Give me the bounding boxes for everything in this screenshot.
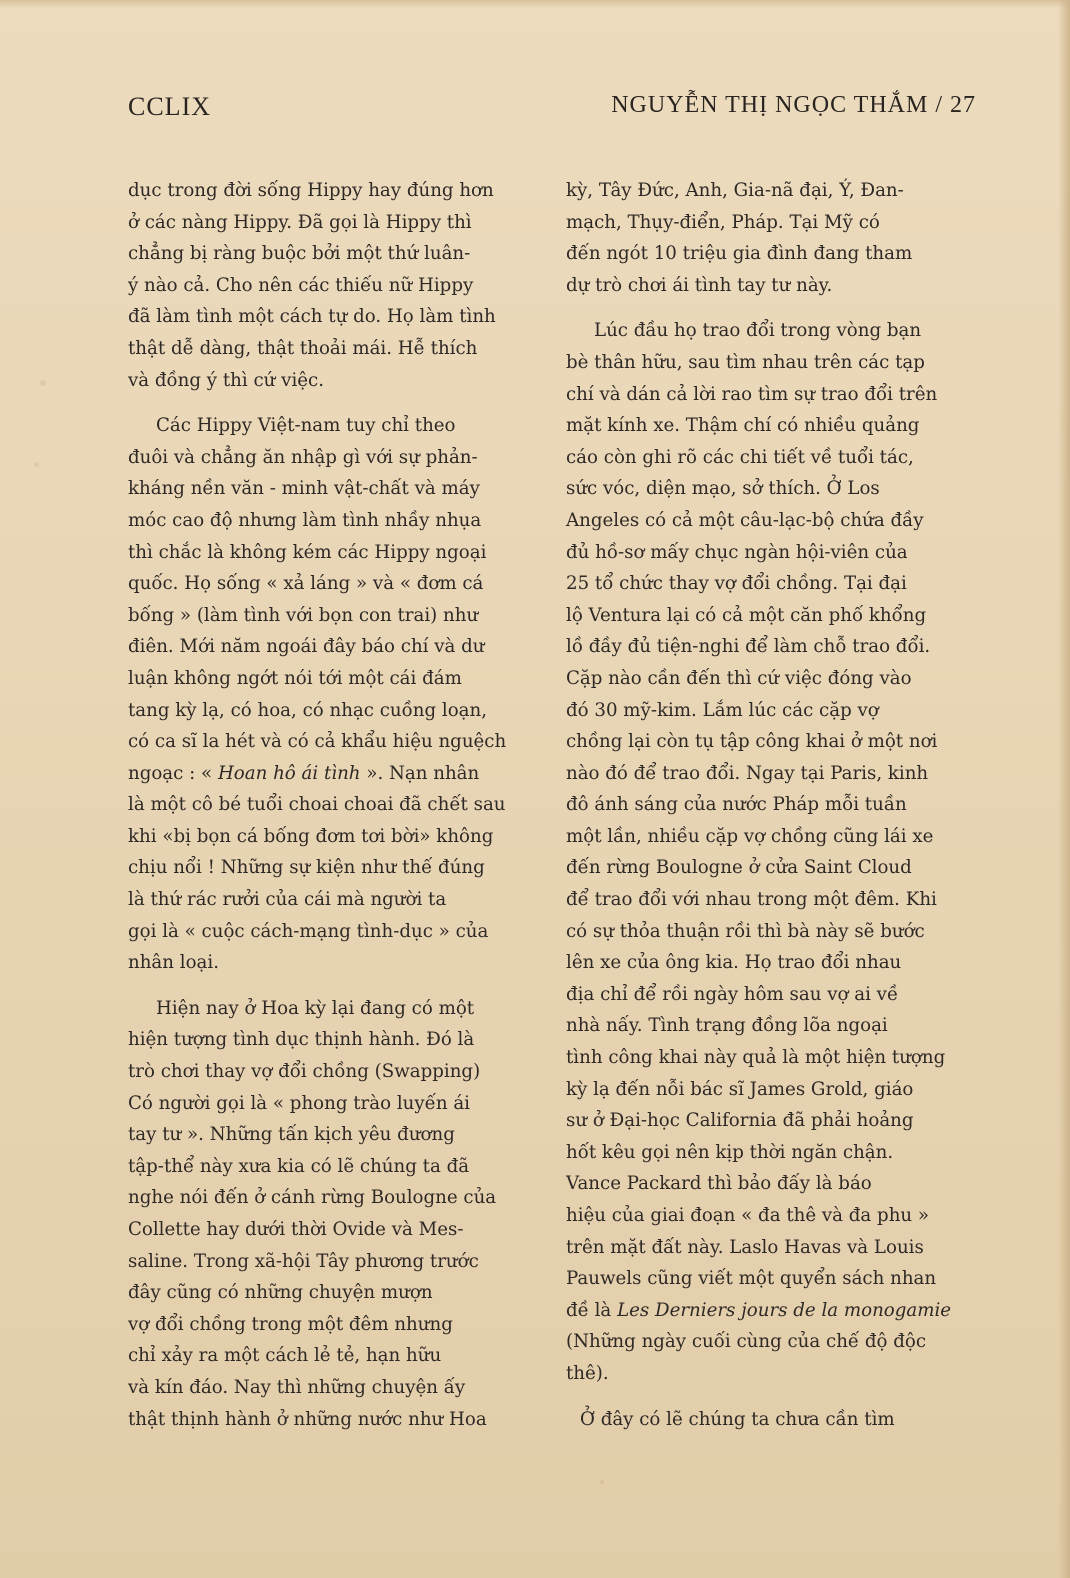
text-line: 25 tổ chức thay vợ đổi chồng. Tại đại (566, 573, 907, 595)
paragraph (566, 315, 966, 1389)
text-line: lồ đầy đủ tiện-nghi để làm chỗ trao đổi. (566, 636, 931, 658)
text-line: sư ở Đại-học California đã phải hoảng (566, 1110, 914, 1132)
right-column (566, 175, 966, 1435)
text-line: kỳ lạ đến nỗi bác sĩ James Grold, giáo (566, 1078, 914, 1100)
text-line: Vance Packard thì bảo đấy là báo (566, 1173, 872, 1195)
text-line: chỉ xảy ra một cách lẻ tẻ, hạn hữu (128, 1345, 442, 1367)
text-line: là thứ rác rưởi của cái mà người ta (128, 889, 447, 911)
text-line: chịu nổi ! Những sự kiện như thế đúng (128, 857, 485, 879)
text-line: gọi là « cuộc cách-mạng tình-dục » của (128, 920, 489, 942)
text-line: kỳ, Tây Đức, Anh, Gia-nã đại, Ý, Đan- (566, 180, 904, 201)
text-line: hiệu của giai đoạn « đa thê và đa phu » (566, 1205, 930, 1226)
text-line: một lần, nhiều cặp vợ chồng cũng lái xe (566, 825, 934, 847)
italic-title: Les Derniers jours de la monogamie (617, 1299, 952, 1321)
page-top-edge (0, 0, 1070, 8)
text-line: Có người gọi là « phong trào luyến ái (128, 1092, 470, 1114)
text-line: ngoạc : « Hoan hô ái tình ». Nạn nhân (128, 762, 480, 784)
text-line: để trao đổi với nhau trong một đêm. Khi (566, 889, 937, 911)
text-line: hốt kêu gọi nên kịp thời ngăn chận. (566, 1141, 894, 1163)
text-line: bống » (làm tình với bọn con trai) như (128, 604, 479, 626)
text-line: dự trò chơi ái tình tay tư này. (566, 274, 833, 296)
text-line: bè thân hữu, sau tìm nhau trên các tạp (566, 351, 925, 373)
text-line: chẳng bị ràng buộc bởi một thứ luân- (128, 243, 471, 265)
text-line: chí và dán cả lời rao tìm sự trao đổi trên (566, 383, 938, 405)
text-line: (Những ngày cuối cùng của chế độ độc (566, 1331, 927, 1353)
text-line: nào đó để trao đổi. Ngay tại Paris, kinh (566, 762, 929, 784)
text-line: saline. Trong xã-hội Tây phương trước (128, 1250, 479, 1272)
text-line: ý nào cả. Cho nên các thiếu nữ Hippy (128, 274, 474, 296)
text-line: có ca sĩ la hét và có cả khẩu hiệu nguệch (128, 731, 507, 753)
text-line: thật thịnh hành ở những nước như Hoa (128, 1408, 487, 1430)
text-line: thê). (566, 1362, 609, 1384)
text-line: đề là Les Derniers jours de la monogamie (566, 1299, 952, 1321)
paper-speck (600, 1480, 604, 1484)
text-line: đến rừng Boulogne ở cửa Saint Cloud (566, 857, 912, 879)
text-line: nghe nói đến ở cánh rừng Boulogne của (128, 1187, 497, 1209)
page-right-edge (1058, 0, 1070, 1578)
text-line: mạch, Thụy-điển, Pháp. Tại Mỹ có (566, 211, 880, 233)
text-line: đuôi và chẳng ăn nhập gì với sự phản- (128, 446, 478, 468)
text-line: thật dễ dàng, thật thoải mái. Hễ thích (128, 337, 478, 359)
text-line: điên. Mới năm ngoái đây báo chí và dư (128, 636, 485, 658)
text-line: tang kỳ lạ, có hoa, có nhạc cuồng loạn, (128, 699, 487, 721)
text-line: lộ Ventura lại có cả một căn phố khổng (566, 604, 927, 626)
text-line: đó 30 mỹ-kim. Lắm lúc các cặp vợ (566, 699, 879, 721)
text-line: Pauwels cũng viết một quyển sách nhan (566, 1268, 937, 1290)
text-line: tình công khai này quả là một hiện tượng (566, 1047, 946, 1069)
text-line: vợ đổi chồng trong một đêm nhưng (128, 1313, 453, 1335)
italic-title: Hoan hô ái tình (217, 762, 361, 784)
text-line: hiện tượng tình dục thịnh hành. Đó là (128, 1029, 475, 1051)
paragraph (128, 175, 548, 396)
paper-speck (34, 462, 39, 467)
text-line: Lúc đầu họ trao đổi trong vòng bạn (594, 320, 922, 342)
text-line: nhà nấy. Tình trạng đồng lõa ngoại (566, 1015, 888, 1037)
running-header (128, 88, 976, 128)
left-column (128, 175, 548, 1435)
paper-speck (40, 380, 46, 386)
text-line: Ở đây có lẽ chúng ta chưa cần tìm (580, 1408, 895, 1430)
text-line: Hiện nay ở Hoa kỳ lại đang có một (156, 997, 475, 1019)
text-line: kháng nền văn - minh vật-chất và máy (128, 478, 480, 500)
text-line: đến ngót 10 triệu gia đình đang tham (566, 243, 913, 265)
paragraph (128, 993, 548, 1435)
text-line: cáo còn ghi rõ các chi tiết về tuổi tác, (566, 446, 914, 468)
text-line: móc cao độ nhưng làm tình nhầy nhụa (128, 509, 482, 531)
paragraph (128, 410, 548, 979)
text-line: đô ánh sáng của nước Pháp mỗi tuần (566, 794, 907, 816)
text-line: và đồng ý thì cứ việc. (128, 369, 324, 391)
text-line: trên mặt đất này. Laslo Havas và Louis (566, 1236, 924, 1258)
text-line: là một cô bé tuổi choai choai đã chết sau (128, 794, 506, 816)
text-line: sức vóc, diện mạo, sở thích. Ở Los (566, 478, 880, 500)
author-page-number: NGUYỄN THỊ NGỌC THẮM / 27 (611, 92, 976, 118)
text-line: địa chỉ để rồi ngày hôm sau vợ ai về (566, 983, 899, 1005)
text-line: luận không ngớt nói tới một cái đám (128, 667, 462, 689)
paragraph (566, 1404, 966, 1436)
text-line: chồng lại còn tụ tập công khai ở một nơi (566, 731, 938, 753)
text-line: nhân loại. (128, 952, 219, 974)
text-line: Các Hippy Việt-nam tuy chỉ theo (156, 415, 456, 437)
text-line: quốc. Họ sống « xả láng » và « đơm cá (128, 573, 484, 595)
text-line: tập-thể này xưa kia có lẽ chúng ta đã (128, 1155, 470, 1177)
text-line: đã làm tình một cách tự do. Họ làm tình (128, 306, 496, 328)
text-line: đây cũng có những chuyện mượn (128, 1282, 433, 1304)
text-line: Angeles có cả một câu-lạc-bộ chứa đầy (566, 509, 924, 531)
text-line: dục trong đời sống Hippy hay đúng hơn (128, 180, 494, 201)
text-line: Collette hay dưới thời Ovide và Mes- (128, 1219, 464, 1240)
paragraph (566, 175, 966, 301)
text-line: ở các nàng Hippy. Đã gọi là Hippy thì (128, 211, 472, 233)
text-line: tay tư ». Những tấn kịch yêu đương (128, 1124, 455, 1146)
section-number: CCLIX (128, 92, 211, 121)
text-line: đủ hồ-sơ mấy chục ngàn hội-viên của (566, 541, 908, 563)
text-line: Cặp nào cần đến thì cứ việc đóng vào (566, 667, 912, 689)
text-line: khi «bị bọn cá bống đơm tơi bời» không (128, 825, 494, 847)
text-line: mặt kính xe. Thậm chí có nhiều quảng (566, 415, 920, 437)
text-line: trò chơi thay vợ đổi chồng (Swapping) (128, 1061, 481, 1083)
text-line: có sự thỏa thuận rồi thì bà này sẽ bước (566, 920, 925, 942)
text-line: thì chắc là không kém các Hippy ngoại (128, 541, 487, 563)
text-line: lên xe của ông kia. Họ trao đổi nhau (566, 952, 902, 974)
text-line: và kín đáo. Nay thì những chuyện ấy (128, 1376, 466, 1398)
